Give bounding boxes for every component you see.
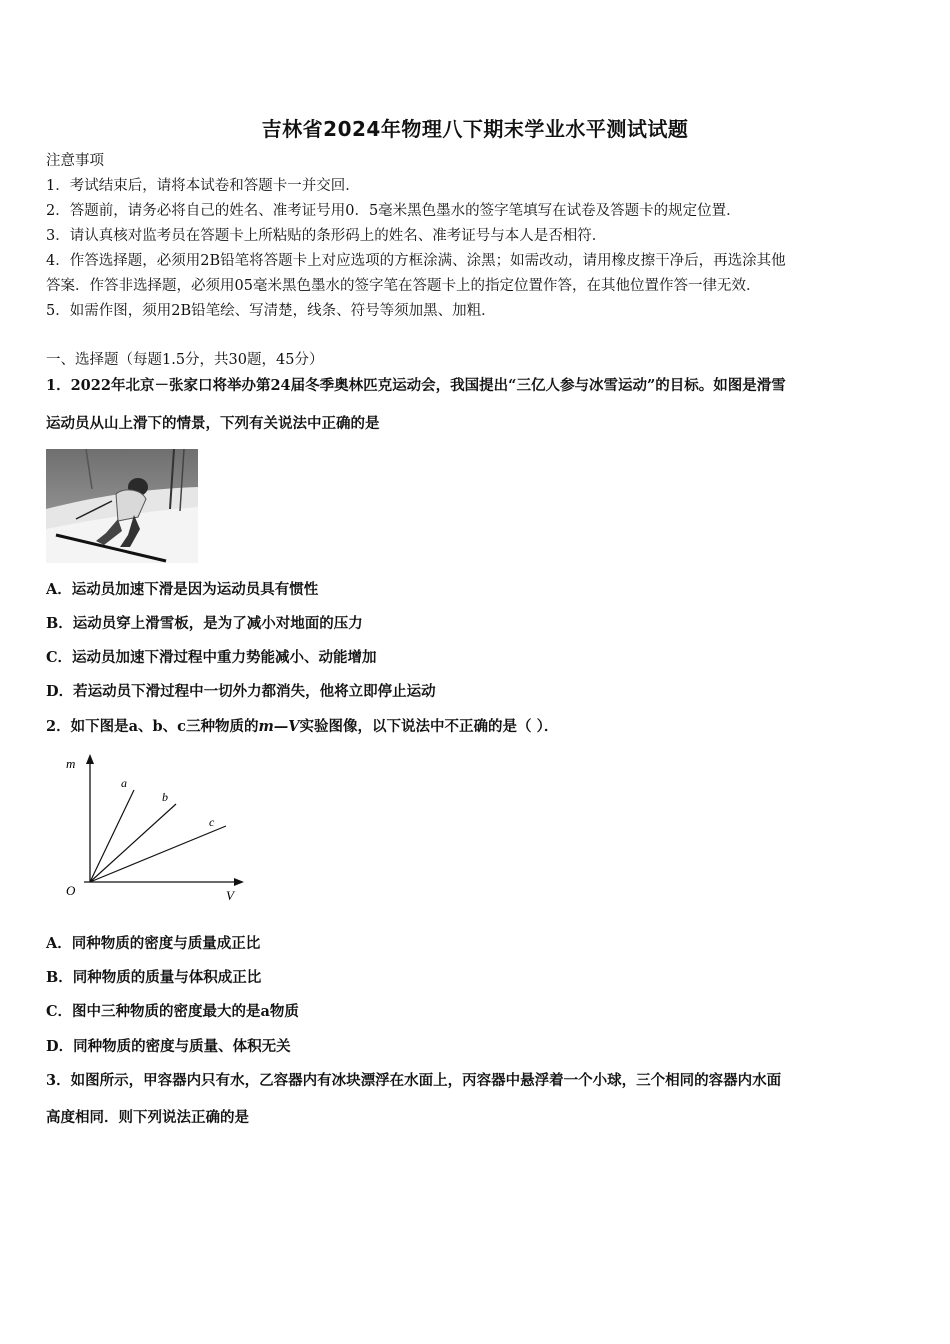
question-3-stem: 高度相同．则下列说法正确的是 [46,1109,249,1126]
page-title: 吉林省2024年物理八下期末学业水平测试试题 [261,117,689,141]
question-2-stem [46,717,558,737]
graph-x-arrow [234,878,244,886]
graph-y-label: m [66,756,76,771]
question-1-stem: 1．2022年北京－张家口将举办第24届冬季奥林匹克运动会，我国提出“三亿人参与冰雪运动”的目标。如图是滑雪 [46,377,786,394]
notice-item: 答案．作答非选择题，必须用05毫米黑色墨水的签字笔在答题卡上的指定位置作答，在其他位置作答一律无效． [46,278,761,294]
question-1-stem: 运动员从山上滑下的情景，下列有关说法中正确的是 [46,415,380,432]
notice-item: 2．答题前，请务必将自己的姓名、准考证号用0．5毫米黑色墨水的签字笔填写在试卷及答题卡的规定位置． [46,203,741,219]
question-1-option-d: D．若运动员下滑过程中一切外力都消失，他将立即停止运动 [46,683,436,700]
graph-line-c-label: c [209,815,215,829]
question-2-stem-mv: m—V [258,718,300,735]
graph-line-a-label: a [121,776,127,790]
question-1-option-a: A．运动员加速下滑是因为运动员具有惯性 [46,581,319,598]
section-heading: 一、选择题（每题1.5分，共30题，45分） [46,352,324,368]
notice-item: 5．如需作图，须用2B铅笔绘、写清楚，线条、符号等须加黑、加粗． [46,303,496,319]
mv-graph [58,752,254,904]
skier-photo [46,449,198,563]
question-1-option-b: B．运动员穿上滑雪板，是为了减小对地面的压力 [46,615,363,632]
graph-x-label: V [226,888,234,903]
question-2-stem-prefix: 2．如下图是a、b、c三种物质的 [46,718,259,735]
graph-line-b [90,804,176,882]
question-2-option-a: A．同种物质的密度与质量成正比 [46,935,261,952]
question-1-option-c: C．运动员加速下滑过程中重力势能减小、动能增加 [46,649,377,666]
graph-line-b-label: b [162,790,168,804]
notice-heading: 注意事项 [46,153,104,169]
question-2-option-c: C．图中三种物质的密度最大的是a物质 [46,1003,299,1020]
question-2-stem-suffix: 实验图像，以下说法中不正确的是（ ）． [299,718,559,735]
graph-line-a [90,790,134,882]
notice-item: 4．作答选择题，必须用2B铅笔将答题卡上对应选项的方框涂满、涂黑；如需改动，请用橡皮擦干净后，再选涂其他 [46,253,786,269]
question-2-option-b: B．同种物质的质量与体积成正比 [46,969,262,986]
notice-item: 1．考试结束后，请将本试卷和答题卡一并交回． [46,178,360,194]
graph-line-c [90,826,226,882]
question-2-option-d: D．同种物质的密度与质量、体积无关 [46,1038,291,1055]
question-3-stem: 3．如图所示，甲容器内只有水，乙容器内有冰块漂浮在水面上，丙容器中悬浮着一个小球，三个相同的容器内水面 [46,1072,782,1089]
graph-origin-label: O [66,883,76,898]
graph-y-arrow [86,754,94,764]
notice-item: 3．请认真核对监考员在答题卡上所粘贴的条形码上的姓名、准考证号与本人是否相符． [46,228,607,244]
